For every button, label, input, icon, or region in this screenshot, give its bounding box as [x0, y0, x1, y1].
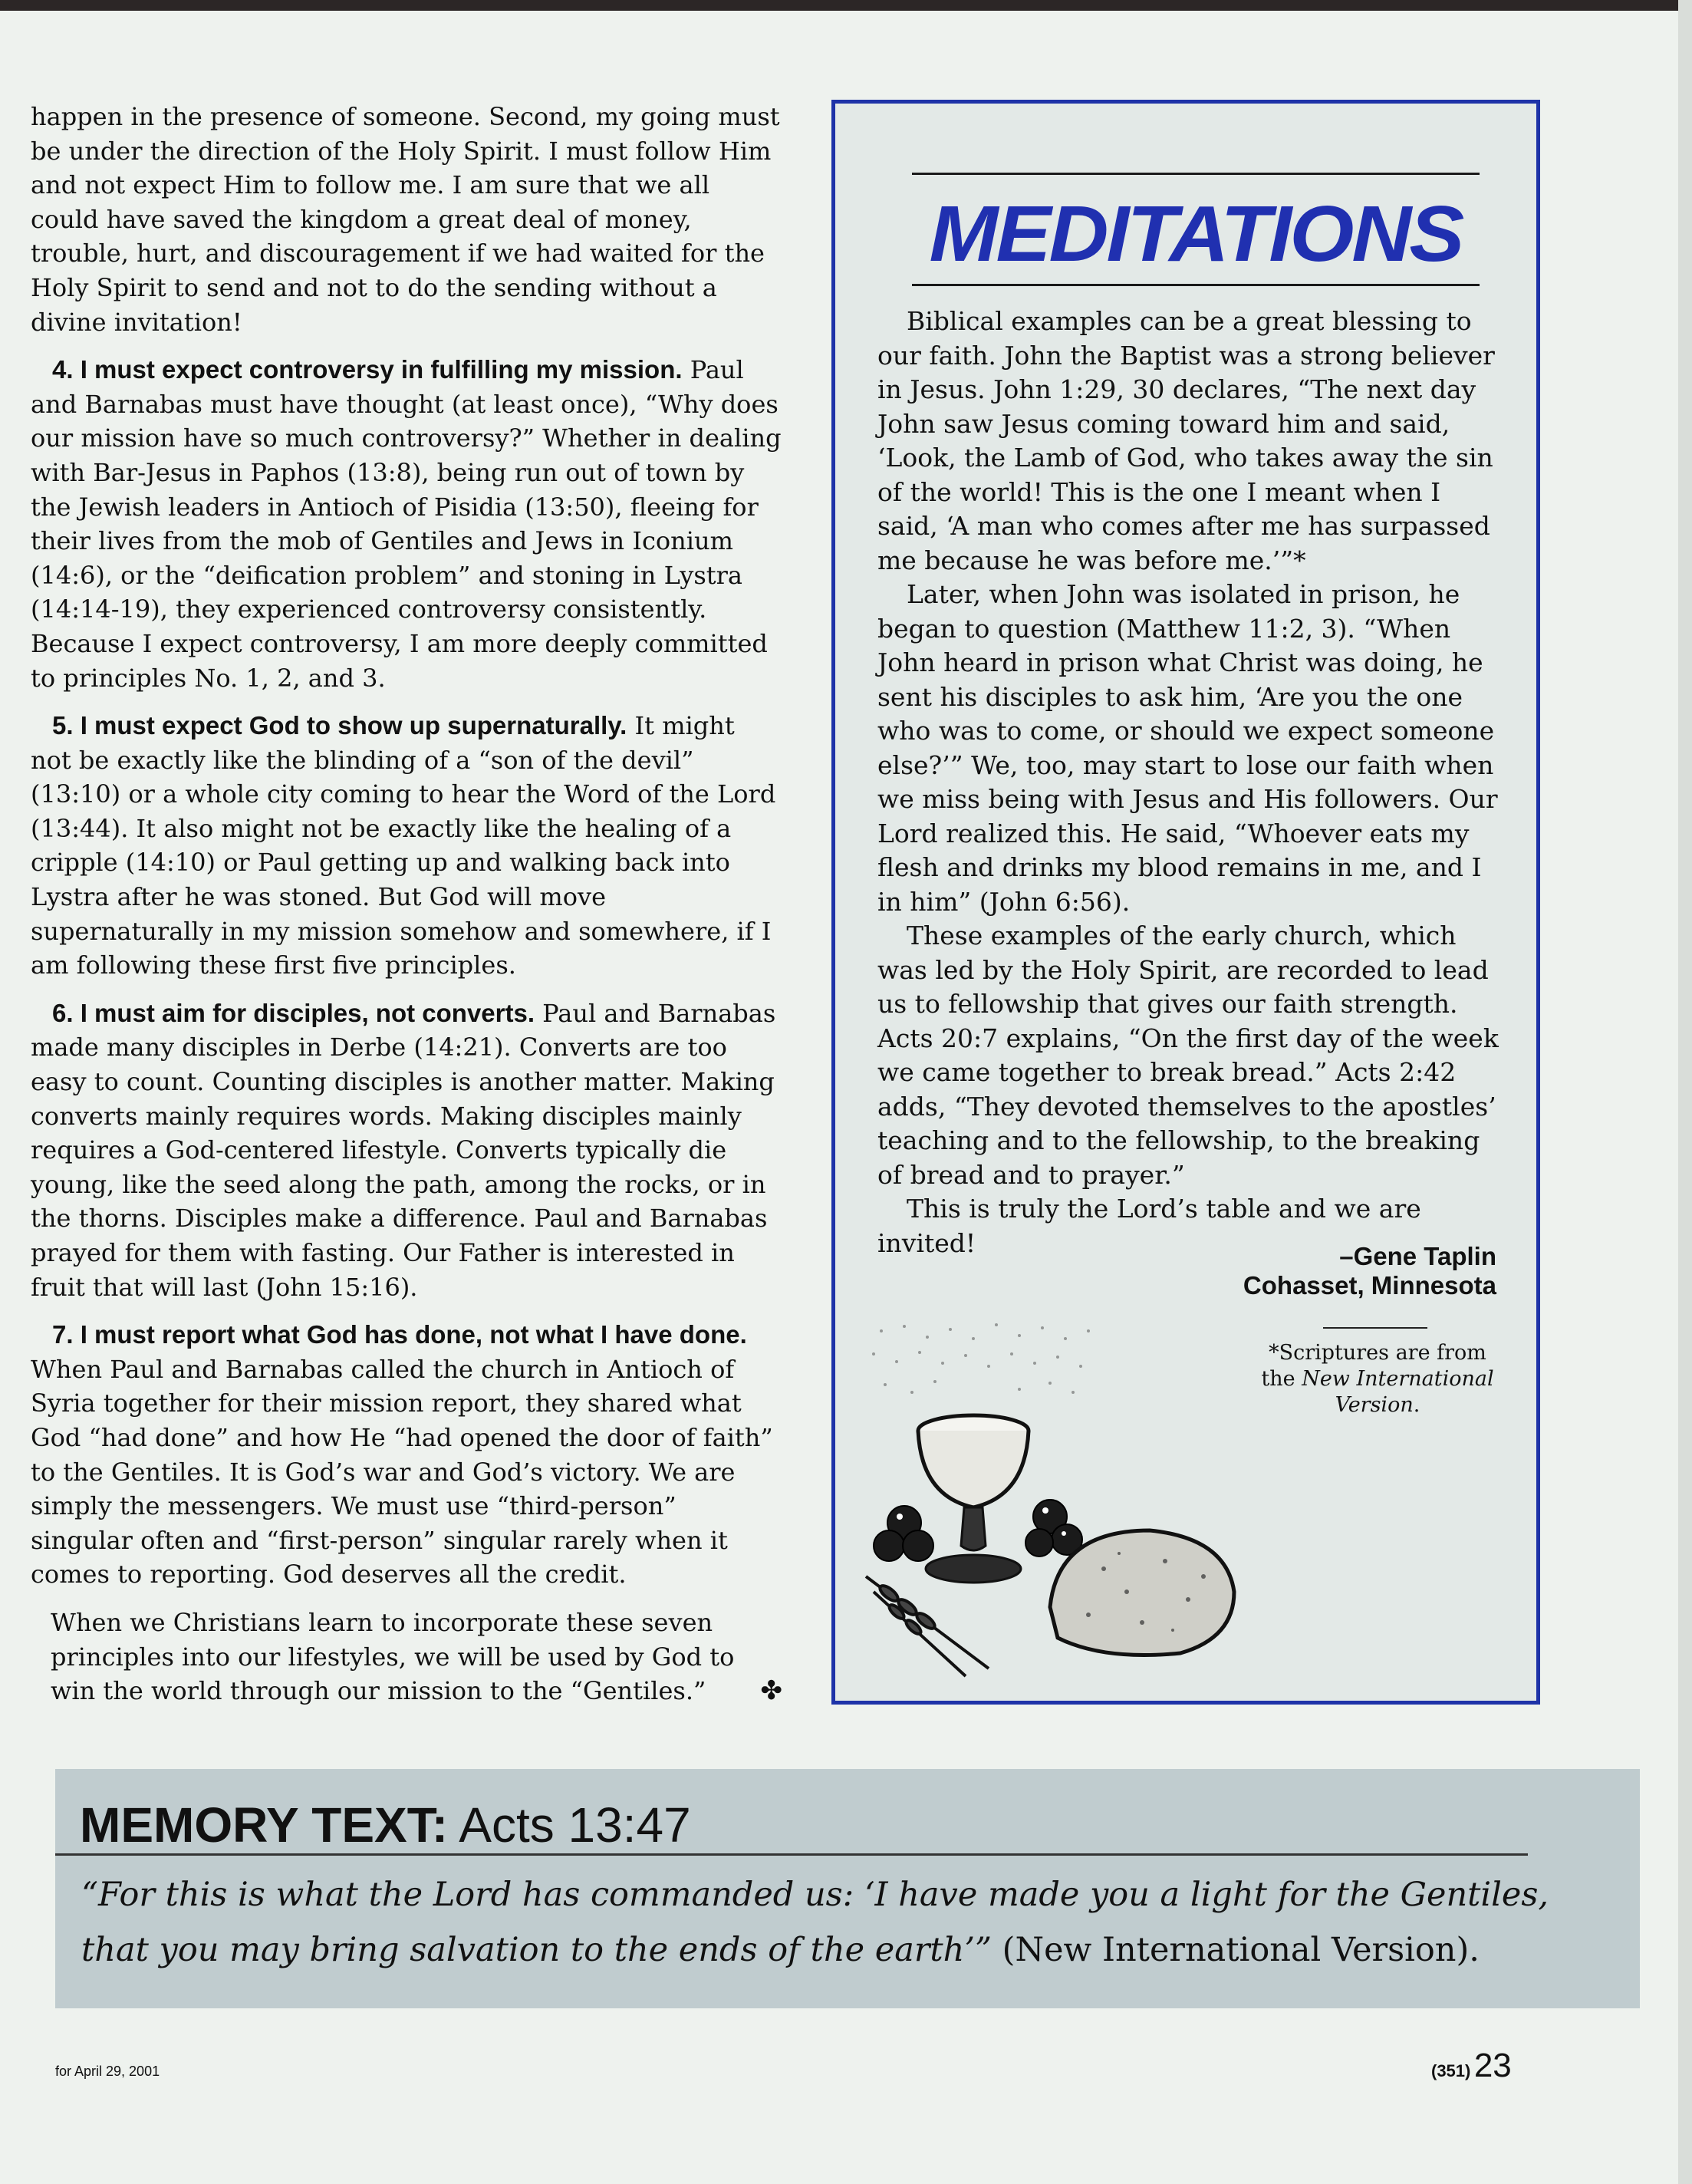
memory-text-reference: Acts 13:47 — [459, 1797, 691, 1853]
point-body: When Paul and Barnabas called the church in Antioch of Syria together for their mission report, they shared what God “had done” and how He “had opened the door of faith” to the Gentiles. It is God’s war and God’s victory. We are simply the messengers. We must use “third-person” singular often and “first-person” singular rarely when it comes to reporting. God deserves all the credit. — [31, 1354, 773, 1589]
title-rule-bottom — [912, 284, 1480, 286]
scripture-footnote: *Scriptures are from the New International Version. — [1261, 1341, 1494, 1417]
point-body: It might not be exactly like the blinding of a “son of the devil” (13:10) or a whole city coming to hear the Word of the Lord (13:44). It also might not be exactly like the healing of a cripple (14:10) or Paul getting up and walking back into Lystra after he was stoned. But God will move supernaturally in my mission somehow and somewhere, if I am following these first five principles. — [31, 711, 776, 980]
meditations-text — [877, 305, 1506, 1260]
footer-date: for April 29, 2001 — [55, 2064, 160, 2079]
meditations-title-block — [912, 173, 1480, 299]
closing-paragraph: When we Christians learn to incorporate these seven principles into our lifestyles, we will be used by God to win the world through our mission to the “Gentiles.” — [51, 1607, 735, 1706]
point-heading: 5. I must expect God to show up supernaturally. — [52, 711, 627, 740]
point-body: Paul and Barnabas made many disciples in Derbe (14:21). Converts are too easy to count. Counting disciples is another matter. Making converts mainly requires words. Making disciples mainly requires a God-centered lifestyle. Converts typically die young, like the seed along the path, among the rocks, or in the thorns. Disciples make a difference. Paul and Barnabas prayed for them with fasting. Our Father is interested in fruit that will last (John 15:16). — [31, 998, 776, 1302]
meditations-title: MEDITATIONS — [929, 189, 1463, 278]
meditations-box — [831, 100, 1540, 1705]
meditation-paragraph: This is truly the Lord’s table and we are invited! — [877, 1194, 1421, 1258]
top-edge — [0, 0, 1692, 11]
point-6 — [31, 996, 782, 1304]
title-rule-top — [912, 173, 1480, 175]
point-7 — [31, 1318, 782, 1592]
point-heading: 6. I must aim for disciples, not converts. — [52, 998, 535, 1027]
point-heading: 7. I must report what God has done, not what I have done. — [52, 1320, 747, 1349]
page-code: (351) — [1431, 2061, 1471, 2080]
point-5 — [31, 709, 782, 983]
signature — [1243, 1242, 1496, 1300]
memory-text-label: MEMORY TEXT: — [80, 1797, 449, 1853]
signature-name: –Gene Taplin — [1339, 1242, 1496, 1270]
point-4 — [31, 353, 782, 695]
communion-illustration-icon — [858, 1316, 1257, 1692]
memory-text-box — [55, 1769, 1640, 2008]
memory-text-quote — [81, 1867, 1585, 1978]
memory-text-rule — [55, 1853, 1528, 1856]
point-body: Paul and Barnabas must have thought (at least once), “Why does our mission have so much controversy?” Whether in dealing with Bar-Jesus in Paphos (13:8), being run out of town by the Jewish leaders in Antioch of Pisidia (13:50), fleeing for their lives from the mob of Gentiles and Jews in Iconium (14:6), or the “deification problem” and stoning in Lystra (14:14-19), they experienced controversy consistently. Because I expect controversy, I am more deeply committed to principles No. 1, 2, and 3. — [31, 355, 782, 693]
meditation-paragraph: Later, when John was isolated in prison, he began to question (Matthew 11:2, 3). “When John heard in prison what Christ was doing, he sent his disciples to ask him, ‘Are you the one who was to come, or should we expect someone else?’” We, too, may start to lose our faith when we miss being with Jesus and His followers. Our Lord realized this. He said, “Whoever eats my flesh and drinks my blood remains in me, and I in him” (John 6:56). — [877, 579, 1498, 917]
memory-verse-version: (New International Version). — [992, 1931, 1480, 1969]
meditation-paragraph: Biblical examples can be a great blessing to our faith. John the Baptist was a strong believer in Jesus. John 1:29, 30 declares, “The next day John saw Jesus coming toward him and said, ‘Look, the Lamb of God, who takes away the sin of the world! This is the one I meant when I said, ‘A man who comes after me has surpassed me because he was before me.’”* — [877, 306, 1495, 575]
page-number: 23 — [1473, 2047, 1512, 2084]
memory-text-heading — [80, 1798, 691, 1852]
end-mark-icon: ✤ — [760, 1675, 782, 1707]
right-edge — [1678, 0, 1692, 2184]
article-intro: happen in the presence of someone. Second, my going must be under the direction of the Holy Spirit. I must follow Him and not expect Him to follow me. I am sure that we all could have saved the kingdom a great deal of money, trouble, hurt, and discouragement if we had waited for the Holy Spirit to send and not to do the sending without a divine invitation! — [31, 102, 780, 337]
signature-place: Cohasset, Minnesota — [1243, 1271, 1496, 1300]
memory-verse: “For this is what the Lord has commanded us: ‘I have made you a light for the Gentiles, that you may bring salvation to the ends of the earth’” — [81, 1876, 1549, 1969]
signature-rule — [1323, 1327, 1427, 1329]
article-column — [31, 100, 782, 1722]
point-heading: 4. I must expect controversy in fulfilling my mission. — [52, 355, 683, 384]
meditation-paragraph: These examples of the early church, which was led by the Holy Spirit, are recorded to lead us to fellowship that gives our faith strength. Acts 20:7 explains, “On the first day of the week we came together to break bread.” Acts 2:42 adds, “They devoted themselves to the apostles’ teaching and to the fellowship, to the breaking of bread and to prayer.” — [877, 921, 1499, 1190]
page-number-block — [1431, 2047, 1512, 2085]
closing-block — [31, 1606, 782, 1708]
